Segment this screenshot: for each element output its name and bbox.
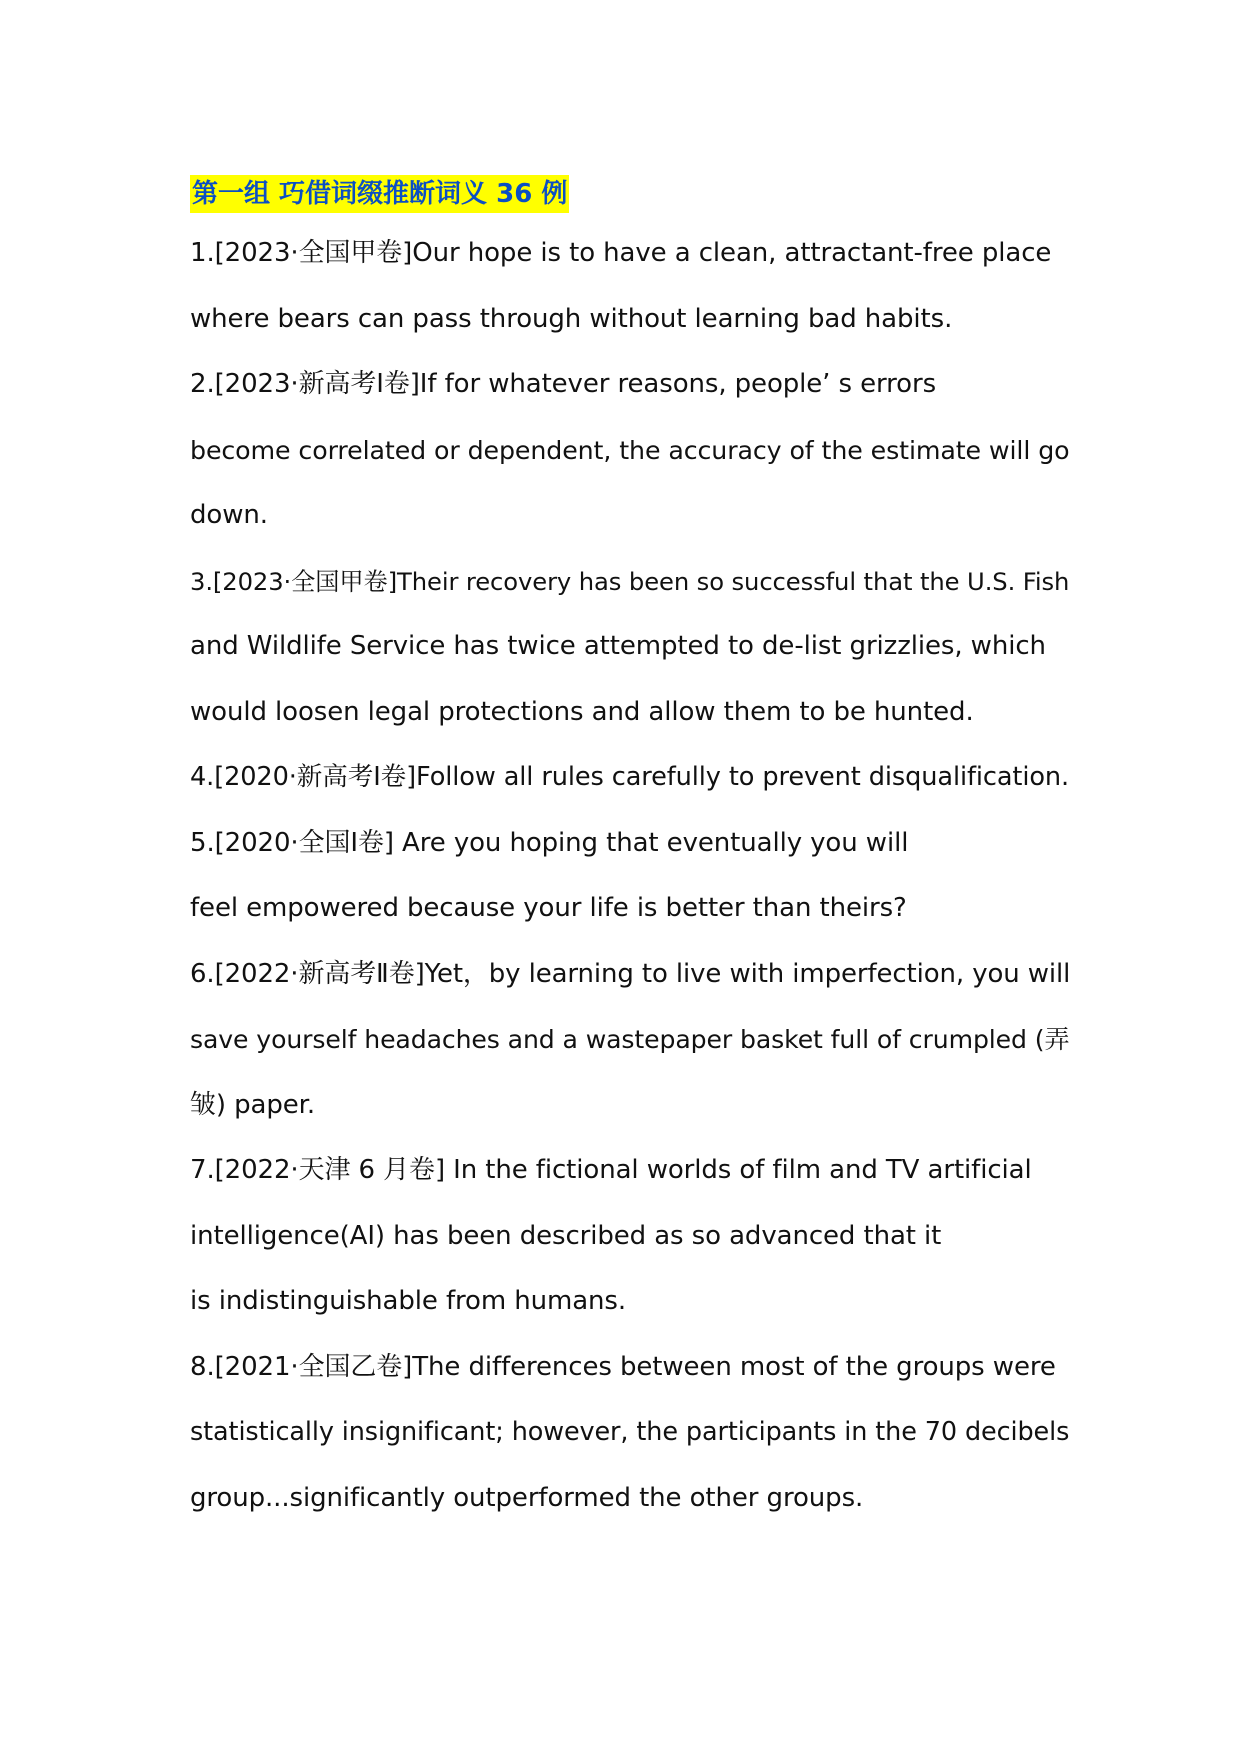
example-list [190,221,1070,1531]
text-line: intelligence(AI) has been described as so advanced that it [190,1220,942,1251]
document-page [190,175,1070,1531]
text-line: 6.[2022·新高考Ⅱ卷]Yet，by learning to live with imperfection, you will [190,958,1071,989]
text-line: down. [190,500,268,530]
text-line: 2.[2023·新高考Ⅰ卷]If for whatever reasons, people’ s errors [190,369,937,399]
text-line: feel empowered because your life is better than theirs? [190,893,907,923]
text-line: 3.[2023·全国甲卷]Their recovery has been so successful that the U.S. Fish [190,566,1070,596]
text-line: 皱) paper. [190,1089,316,1120]
text-line: 4.[2020·新高考Ⅰ卷]Follow all rules carefully to prevent disqualification. [190,762,1070,792]
text-line: 1.[2023·全国甲卷]Our hope is to have a clean, attractant-free place [190,238,1052,268]
text-line: group...significantly outperformed the other groups. [190,1482,864,1513]
section-heading: 第一组 巧借词缀推断词义 36 例 [190,175,569,213]
text-line: 8.[2021·全国乙卷]The differences between most of the groups were [190,1351,1056,1382]
text-line: statistically insignificant; however, the participants in the 70 decibels [190,1417,1070,1447]
text-line: become correlated or dependent, the accuracy of the estimate will go [190,435,1070,465]
text-line: would loosen legal protections and allow them to be hunted. [190,696,974,727]
text-line: 7.[2022·天津 6 月卷] In the fictional worlds of film and TV artificial [190,1155,1032,1185]
text-line: is indistinguishable from humans. [190,1286,627,1316]
text-line: 5.[2020·全国Ⅰ卷] Are you hoping that eventually you will [190,827,909,858]
text-line: and Wildlife Service has twice attempted to de-list grizzlies, which [190,631,1046,661]
text-line: where bears can pass through without learning bad habits. [190,303,953,334]
text-line: save yourself headaches and a wastepaper basket full of crumpled (弄 [190,1025,1070,1054]
